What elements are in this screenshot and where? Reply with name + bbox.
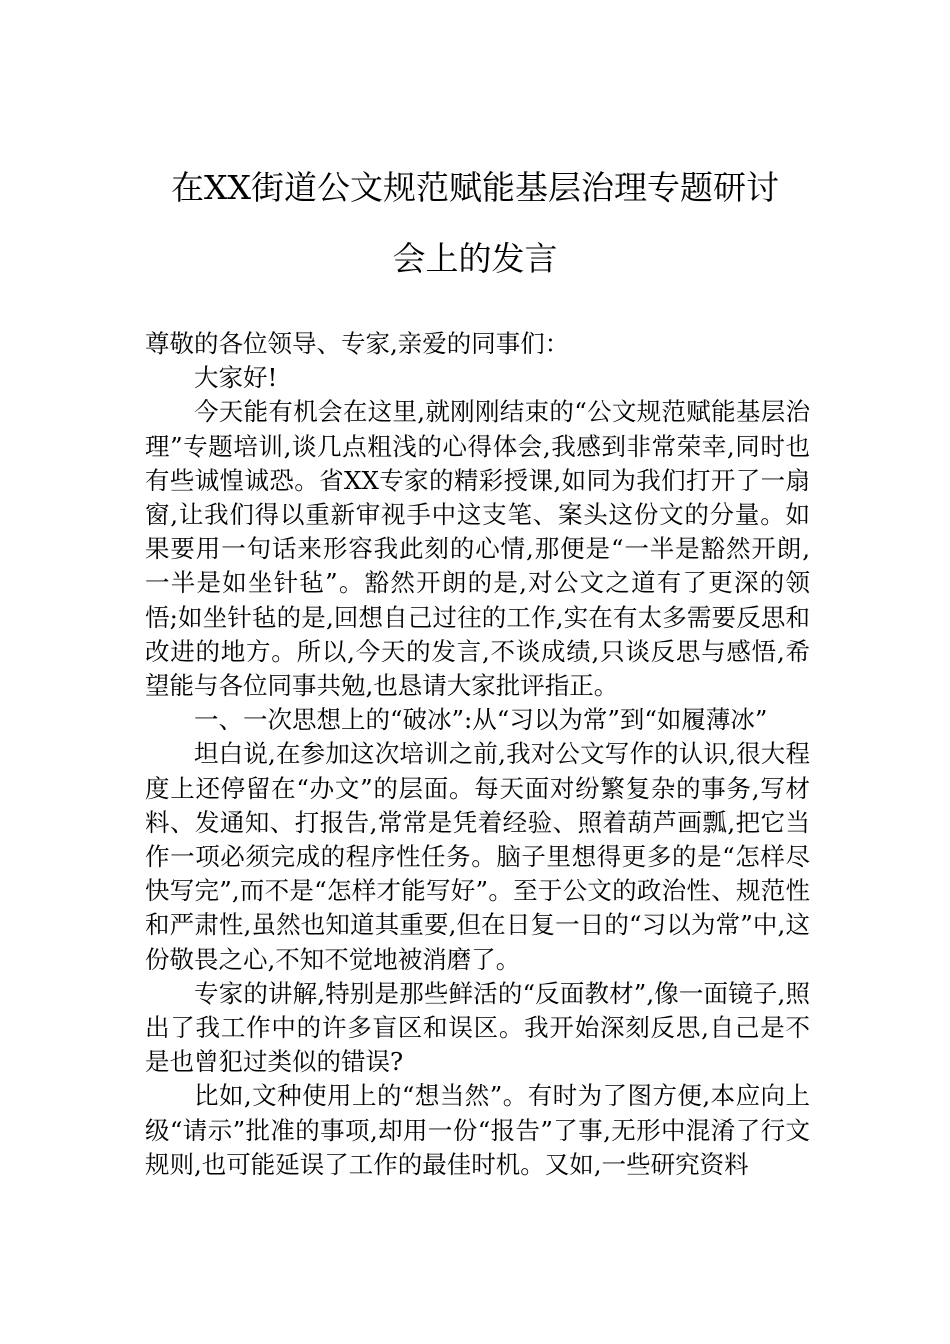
greeting: 大家好! <box>194 363 278 393</box>
salutation: 尊敬的各位领导、专家,亲爱的同事们： <box>145 329 570 358</box>
paragraph-intro: 今天能有机会在这里,就刚刚结束的“公文规范赋能基层治理”专题培训,谈几点粗浅的心得体会,我感到非常荣幸,同时也有些诚惶诚恐。省XX专家的精彩授课,如同为我们打开了一扇窗,让我们得以重新审视手中这支笔、案头这份文的分量。如果要用一句话来形容我此刻的心情,那便是“一半是豁然开朗,一半是如坐针毡”。豁然开朗的是,对公文之道有了更深的领悟;如坐针毡的是,回想自己过往的工作,实在有太多需要反思和改进的地方。所以,今天的发言,不谈成绩,只谈反思与感悟,希望能与各位同事共勉,也恳请大家批评指正。 <box>145 397 810 701</box>
document-title-line-2: 会上的发言 <box>392 239 558 278</box>
paragraph-example: 比如,文种使用上的“想当然”。有时为了图方便,本应向上级“请示”批准的事项,却用一份“报告”了事,无形中混淆了行文规则,也可能延误了工作的最佳时机。又如,一些研究资料 <box>145 1081 810 1179</box>
document-title-line-1: 在XX街道公文规范赋能基层治理专题研讨 <box>171 168 779 207</box>
paragraph-expert-lecture: 专家的讲解,特别是那些鲜活的“反面教材”,像一面镜子,照出了我工作中的许多盲区和误区。我开始深刻反思,自己是不是也曾犯过类似的错误? <box>145 978 810 1077</box>
document-body <box>145 327 810 1182</box>
paragraph-reflection: 坦白说,在参加这次培训之前,我对公文写作的认识,很大程度上还停留在“办文”的层面。每天面对纷繁复杂的事务,写材料、发通知、打报告,常常是凭着经验、照着葫芦画瓢,把它当作一项必须完成的程序性任务。脑子里想得更多的是“怎样尽快写完”,而不是“怎样才能写好”。至于公文的政治性、规范性和严肃性,虽然也知道其重要,但在日复一日的“习以为常”中,这份敬畏之心,不知不觉地被消磨了。 <box>145 739 810 974</box>
section-heading-1: 一、一次思想上的“破冰”:从“习以为常”到“如履薄冰” <box>194 705 768 735</box>
